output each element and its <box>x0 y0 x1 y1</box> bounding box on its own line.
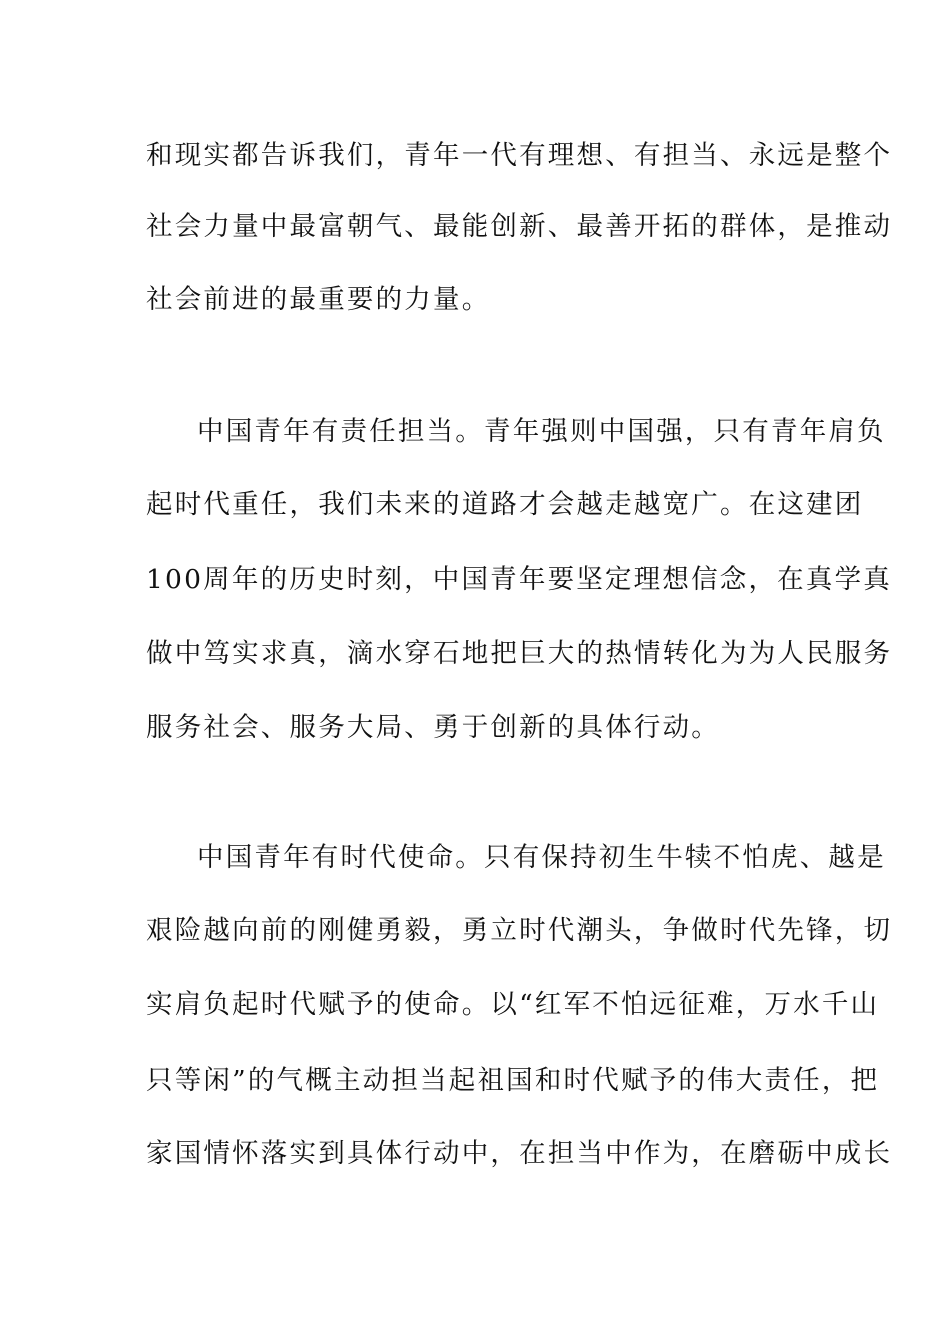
paragraph-2-line-1: 中国青年有责任担当。青年强则中国强，只有青年肩负 <box>197 416 886 447</box>
paragraph-1-line-2: 社会力量中最富朝气、最能创新、最善开拓的群体，是推动 <box>146 211 893 242</box>
paragraph-3-line-5: 家国情怀落实到具体行动中，在担当中作为，在磨砺中成长 <box>146 1138 893 1169</box>
paragraph-3-line-2: 艰险越向前的刚健勇毅，勇立时代潮头，争做时代先锋，切 <box>146 915 893 946</box>
paragraph-2-line-4: 做中笃实求真，滴水穿石地把巨大的热情转化为为人民服务 <box>146 638 893 669</box>
paragraph-3-line-3: 实肩负起时代赋予的使命。以“红军不怕远征难，万水千山 <box>146 989 880 1020</box>
paragraph-2-line-3: 100周年的历史时刻，中国青年要坚定理想信念，在真学真 <box>146 564 892 595</box>
paragraph-3-line-4: 只等闲”的气概主动担当起祖国和时代赋予的伟大责任，把 <box>146 1065 880 1096</box>
paragraph-2-line-5: 服务社会、服务大局、勇于创新的具体行动。 <box>146 712 720 743</box>
paragraph-2-line-2: 起时代重任，我们未来的道路才会越走越宽广。在这建团 <box>146 489 864 520</box>
paragraph-3-line-1: 中国青年有时代使命。只有保持初生牛犊不怕虎、越是 <box>197 842 886 873</box>
paragraph-1-line-3: 社会前进的最重要的力量。 <box>146 284 491 315</box>
paragraph-1-line-1: 和现实都告诉我们，青年一代有理想、有担当、永远是整个 <box>146 140 893 171</box>
